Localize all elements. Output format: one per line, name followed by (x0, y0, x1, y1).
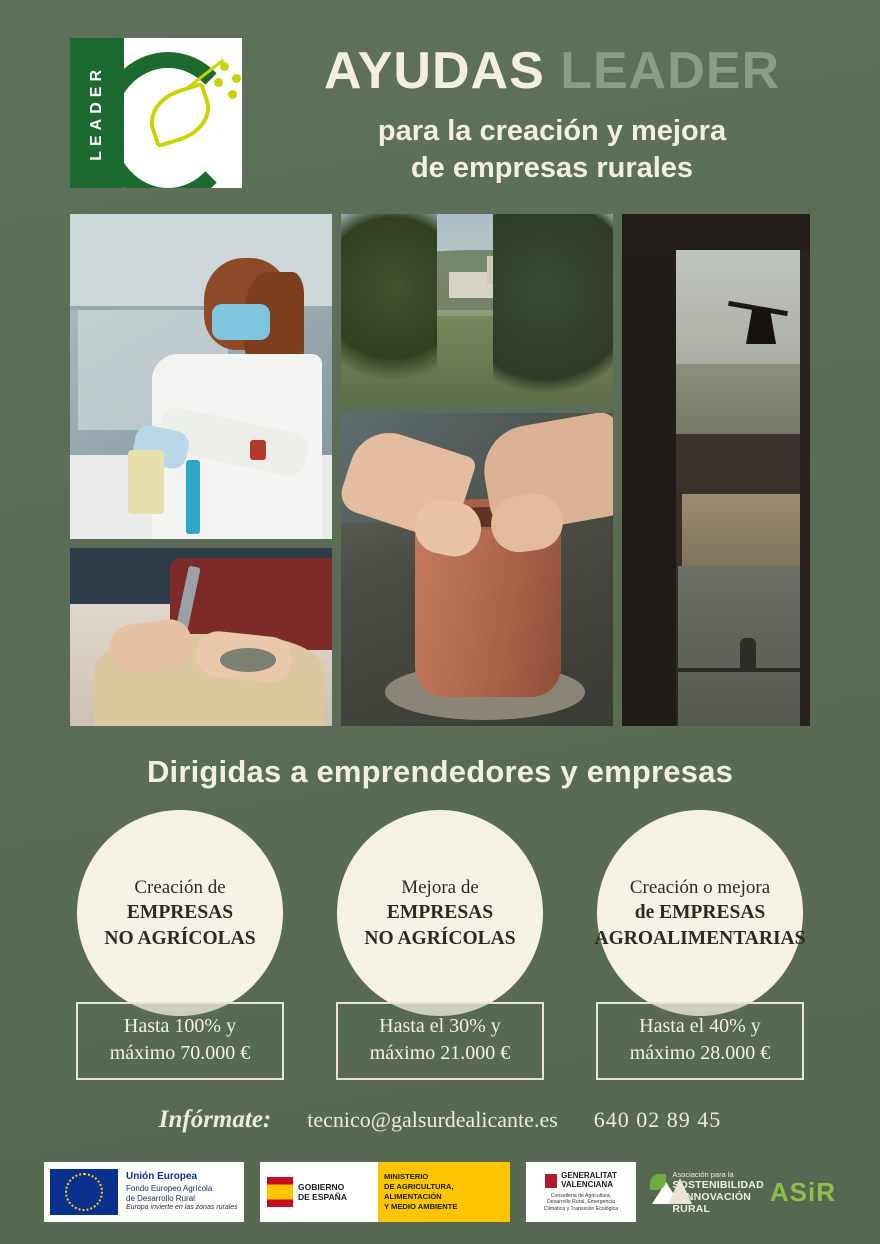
aid-card-1-line3: NO AGRÍCOLAS (104, 927, 256, 949)
aid-card-2-line2: EMPRESAS (386, 901, 494, 923)
aid-card-2-line3: NO AGRÍCOLAS (364, 927, 516, 949)
contact-phone[interactable]: 640 02 89 45 (593, 1107, 722, 1132)
asir-mountain-icon (652, 1174, 666, 1210)
aid-card-1-amount-line2: máximo 70.000 € (109, 1042, 251, 1064)
asir-wrap (652, 1170, 836, 1215)
photo-grid (70, 214, 810, 726)
ministry-line-1: MINISTERIO (384, 1171, 429, 1181)
gva-line-2: VALENCIANA (561, 1179, 613, 1189)
ministry-line-2: DE AGRICULTURA, ALIMENTACIÓN (384, 1181, 454, 1201)
aid-card-1-line2: EMPRESAS (126, 901, 234, 923)
gva-sub (544, 1193, 618, 1213)
contact-email[interactable]: tecnico@galsurdealicante.es (307, 1107, 558, 1132)
aid-card-3-circle (594, 810, 806, 1016)
subtitle-line-1: para la creación y mejora (377, 114, 727, 147)
logo-asir (652, 1170, 836, 1215)
leader-logo (70, 38, 242, 188)
footer-logos (0, 1162, 880, 1222)
ministry-block (378, 1162, 510, 1222)
eu-line-1: Unión Europea (126, 1171, 198, 1183)
leader-dot-icon (228, 90, 237, 99)
gob-name (298, 1182, 347, 1202)
logo-european-union (44, 1162, 244, 1222)
aid-card-2-amount-line1: Hasta el 30% y (379, 1015, 501, 1037)
gva-top (545, 1172, 617, 1190)
eu-line-4: Europa invierte en las zonas rurales (126, 1203, 238, 1211)
gva-mark-icon (545, 1174, 557, 1188)
gva-sub-line-2: Desarrollo Rural, Emergencia (546, 1199, 616, 1206)
photo-pottery-wheel (341, 413, 613, 726)
spain-flag-icon (267, 1177, 293, 1207)
logo-generalitat-valenciana (526, 1162, 636, 1222)
logo-gobierno-de-espana (260, 1162, 510, 1222)
aid-cards (0, 810, 880, 1080)
gva-sub-line-3: Climática y Transición Ecológica (543, 1205, 619, 1212)
aid-card-2-line1: Mejora de (401, 876, 479, 898)
eu-logo-text (126, 1171, 238, 1212)
asir-line-2: SOSTENIBILIDAD E INNOVACIÓN RURAL (672, 1178, 764, 1215)
photo-rural-village-landscape (341, 214, 613, 404)
contact-label: Infórmate: (158, 1106, 272, 1133)
aid-card-1-circle (77, 810, 283, 1016)
aid-card-2-circle (337, 810, 543, 1016)
title-block (264, 38, 840, 187)
eu-line-2: Fondo Europeo Agrícola (126, 1183, 213, 1193)
photo-watchmaker-hands (70, 548, 332, 726)
aid-card-1-amount (76, 1002, 284, 1080)
eu-flag-icon (50, 1169, 118, 1215)
aid-card-3 (584, 810, 816, 1080)
aid-card-3-line3: AGROALIMENTARIAS (594, 927, 806, 949)
aid-card-3-amount-line2: máximo 28.000 € (629, 1042, 771, 1064)
asir-line-1: Asociación para la (672, 1169, 734, 1179)
aid-card-2 (324, 810, 556, 1080)
title-leader: LEADER (560, 42, 781, 100)
leader-logo-wordmark (70, 38, 124, 188)
gob-line-1: GOBIERNO (298, 1181, 345, 1192)
page-subtitle (264, 113, 840, 187)
leader-dot-icon (214, 78, 223, 87)
aid-card-2-amount-line2: máximo 21.000 € (369, 1042, 511, 1064)
contact-bar (0, 1106, 880, 1134)
aid-card-3-line2: de EMPRESAS (634, 901, 766, 923)
ministry-text (384, 1172, 504, 1213)
gob-line-2: DE ESPAÑA (298, 1192, 347, 1202)
eu-line-3: de Desarrollo Rural (126, 1193, 195, 1203)
leader-logo-letters: LEADER (88, 65, 105, 161)
gva-sub-line-1: Conselleria de Agricultura, (550, 1192, 612, 1199)
page-title (264, 44, 840, 99)
photo-laboratory-technician (70, 214, 332, 539)
ministry-line-3: Y MEDIO AMBIENTE (384, 1202, 458, 1212)
aid-card-3-amount (596, 1002, 804, 1080)
asir-acronym: ASiR (769, 1176, 836, 1207)
gob-left-block (260, 1162, 378, 1222)
photo-street-lamp-view (622, 214, 810, 726)
aid-card-3-line1: Creación o mejora (629, 876, 771, 898)
gva-line-1: GENERALITAT (561, 1170, 617, 1180)
aid-card-1-line1: Creación de (134, 876, 226, 898)
aid-card-1-amount-line1: Hasta 100% y (123, 1015, 237, 1037)
leader-logo-symbol (124, 38, 242, 188)
aid-card-3-amount-line1: Hasta el 40% y (639, 1015, 761, 1037)
title-ayudas: AYUDAS (323, 42, 545, 100)
poster-header (0, 0, 880, 188)
aid-card-1 (64, 810, 296, 1080)
eu-stars-icon (65, 1173, 103, 1211)
aid-card-2-amount (336, 1002, 544, 1080)
subtitle-line-2: de empresas rurales (410, 151, 694, 184)
section-title: Dirigidas a emprendedores y empresas (146, 754, 734, 789)
leader-dot-icon (232, 74, 241, 83)
leader-dot-icon (220, 62, 229, 71)
gva-name (561, 1172, 617, 1190)
